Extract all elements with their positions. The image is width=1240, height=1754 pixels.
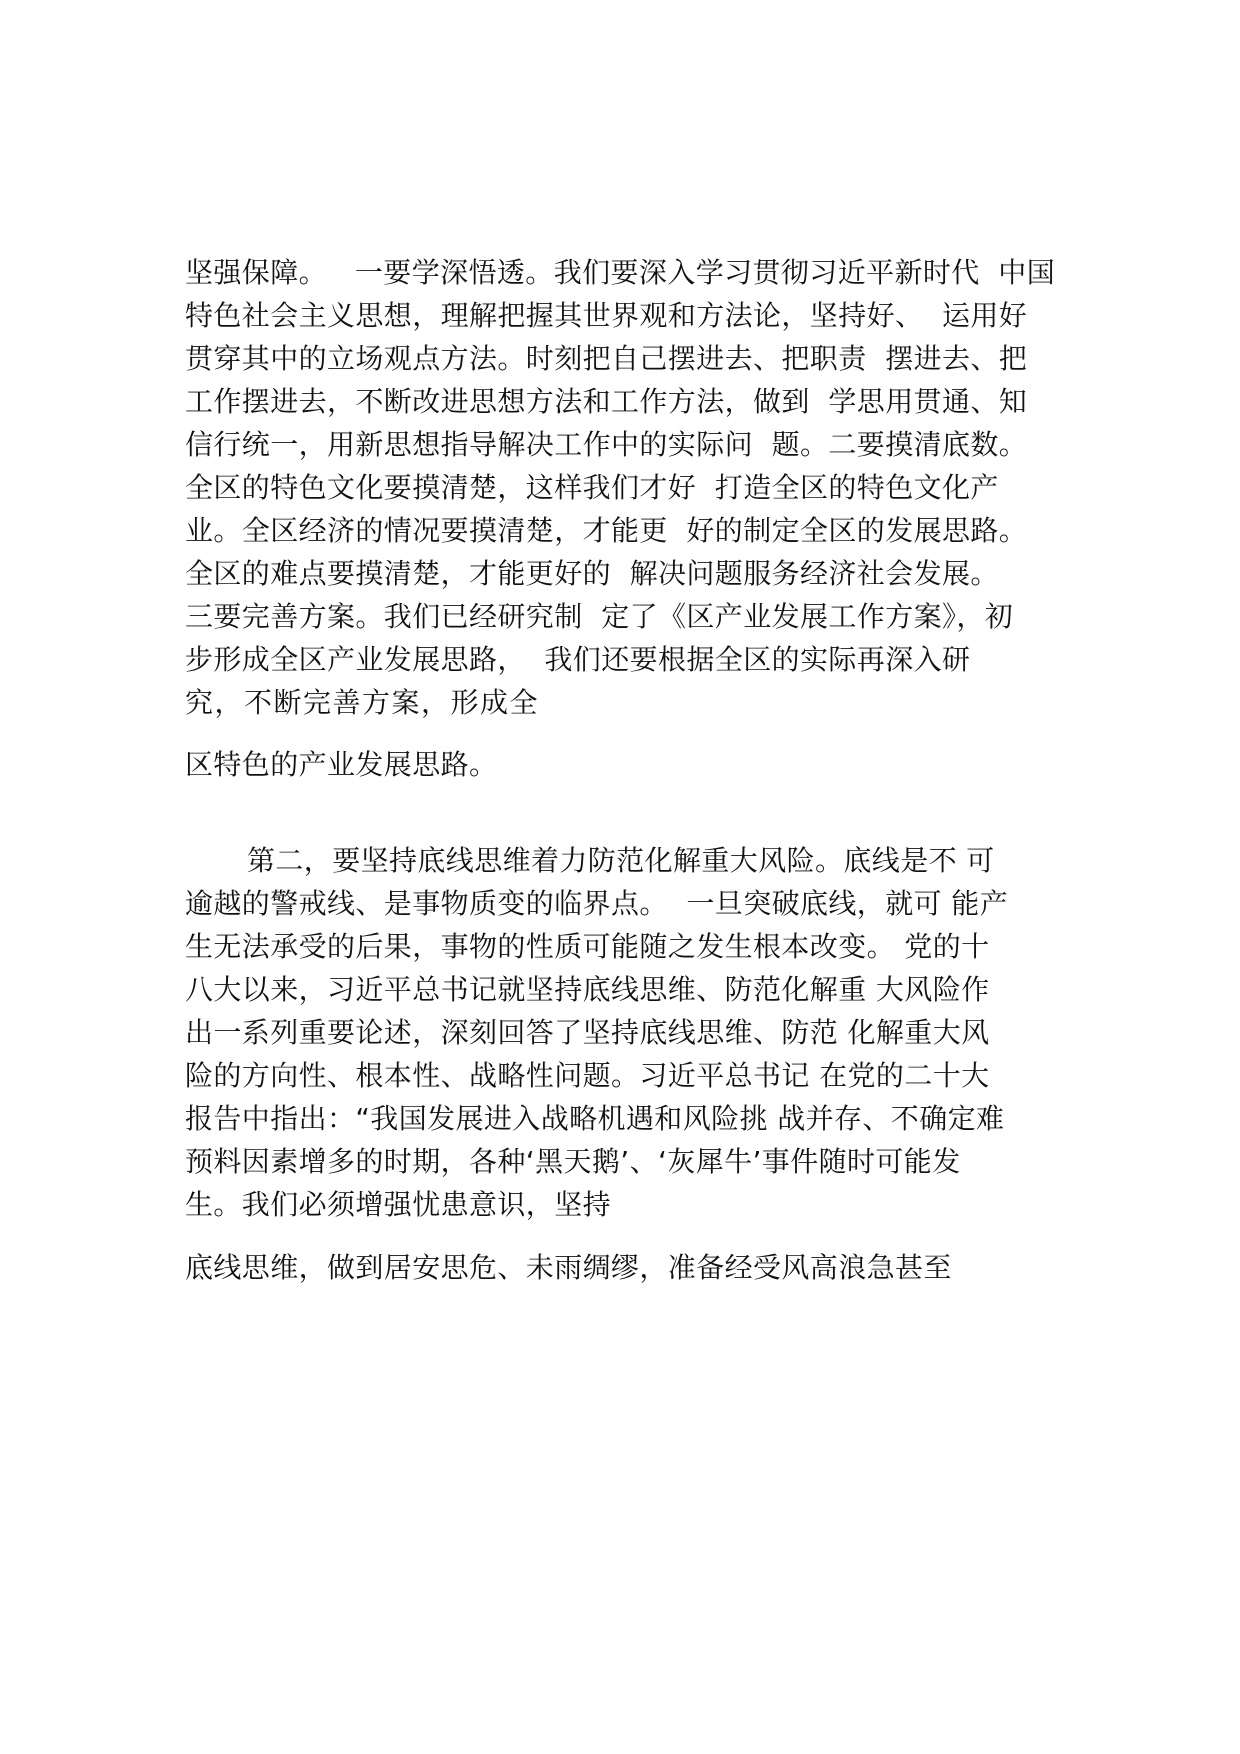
text-line: 工作摆进去，不断改进思想方法和工作方法，做到 学思用贯通、知 [185,385,1028,418]
text-line: 区特色的产业发展思路。 [185,748,498,781]
paragraph-first-line: 第二，要坚持底线思维着力防范化解重大风险。底线是不 可 [247,844,995,877]
text-line: 贯穿其中的立场观点方法。时刻把自己摆进去、把职责 摆进去、把 [185,342,1028,375]
text-line: 逾越的警戒线、是事物质变的临界点。 一旦突破底线，就可 能产 [185,887,1009,920]
text-line: 出一系列重要论述，深刻回答了坚持底线思维、防范 化解重大风 [185,1016,990,1049]
text-line: 全区的特色文化要摸清楚，这样我们才好 打造全区的特色文化产 [185,471,999,504]
text-line: 步形成全区产业发展思路， 我们还要根据全区的实际再深入研 [185,643,971,676]
text-line: 生无法承受的后果，事物的性质可能随之发生根本改变。 党的十 [185,930,990,963]
text-line: 预料因素增多的时期，各种‘黑天鹅’、‘灰犀牛’事件随时可能发 [185,1145,961,1178]
text-line: 底线思维，做到居安思危、未雨绸缪，准备经受风高浪急甚至 [185,1251,952,1284]
text-line: 信行统一，用新思想指导解决工作中的实际问 题。二要摸清底数。 [185,428,1028,461]
text-line: 业。全区经济的情况要摸清楚，才能更 好的制定全区的发展思路。 [185,514,1028,547]
text-line: 八大以来，习近平总书记就坚持底线思维、防范化解重 大风险作 [185,973,990,1006]
text-line: 特色社会主义思想，理解把握其世界观和方法论，坚持好、 运用好 [185,299,1028,332]
text-line: 全区的难点要摸清楚，才能更好的 解决问题服务经济社会发展。 [185,557,999,590]
text-line: 三要完善方案。我们已经研究制 定了《区产业发展工作方案》，初 [185,600,1014,633]
text-line: 生。我们必须增强忧患意识，坚持 [185,1188,612,1221]
text-line: 险的方向性、根本性、战略性问题。习近平总书记 在党的二十大 [185,1059,990,1092]
text-line: 报告中指出：“我国发展进入战略机遇和风险挑 战并存、不确定难 [185,1102,1005,1135]
text-line: 坚强保障。 一要学深悟透。我们要深入学习贯彻习近平新时代 中国 [185,256,1056,289]
text-line: 究，不断完善方案，形成全 [185,686,540,719]
